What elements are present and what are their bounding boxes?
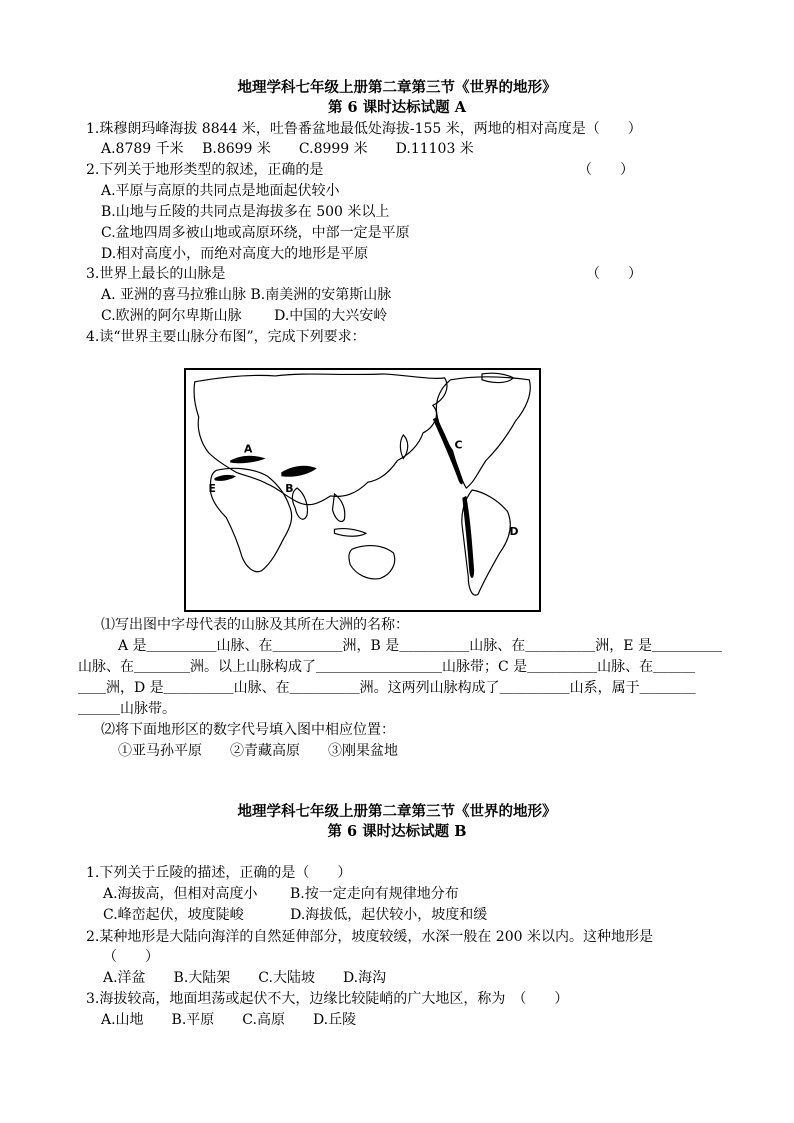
a-q1-stem: 1.珠穆朗玛峰海拔 8844 米，吐鲁番盆地最低处海拔-155 米，两地的相对高度是（ ） [86, 121, 642, 137]
australia-outline [349, 546, 395, 579]
a-q2-option-c: C.盆地四周多被山地或高原环绕，中部一定是平原 [101, 225, 410, 241]
section-b-title: 地理学科七年级上册第二章第三节《世界的地形》 [237, 803, 557, 820]
a-q2-stem: 2.下列关于地形类型的叙述，正确的是 [86, 162, 324, 178]
b-q1-options-cd: C.峰峦起伏，坡度陡峻 D.海拔低，起伏较小，坡度和缓 [103, 907, 488, 923]
b-q3-stem: 3.海拔较高，地面坦荡或起伏不大，边缘比较陡峭的广大地区，称为 （ ） [86, 991, 569, 1007]
a-q2-option-a: A.平原与高原的共同点是地面起伏较小 [101, 183, 340, 199]
a-q4-fill-line2: 山脉、在＿＿＿＿洲。以上山脉构成了＿＿＿＿＿＿＿＿＿山脉带；C 是＿＿＿＿＿山脉、在＿＿＿ [78, 659, 696, 675]
andes-belt [462, 496, 474, 578]
a-q4-stem: 4.读“世界主要山脉分布图”，完成下列要求： [86, 329, 366, 345]
alps-belt [230, 456, 265, 463]
a-q4-sub1: ⑴写出图中字母代表的山脉及其所在大洲的名称： [101, 617, 409, 633]
map-label-d: D [509, 525, 519, 539]
map-label-c: C [454, 438, 463, 452]
a-q4-fill-line4: ＿＿＿山脉带。 [78, 701, 176, 717]
b-q3-options: A.山地 B.平原 C.高原 D.丘陵 [101, 1012, 357, 1028]
map-label-e: E [208, 481, 216, 495]
a-q1-options: A.8789 千米 B.8699 米 C.8999 米 D.11103 米 [101, 141, 474, 157]
north-america-outline [436, 377, 530, 488]
map-label-a: A [243, 442, 253, 456]
se-asia-outline [333, 494, 345, 522]
a-q4-fill-line3: ＿＿洲，D 是＿＿＿＿＿山脉、在＿＿＿＿＿洲。这两列山脉构成了＿＿＿＿＿山系，属于＿＿＿＿ [78, 680, 696, 696]
a-q2-option-b: B.山地与丘陵的共同点是海拔多在 500 米以上 [101, 204, 390, 220]
b-q2-stem: 2.某种地形是大陆向海洋的自然延伸部分，坡度较缓，水深一般在 200 米以内。这种地形是 [86, 929, 653, 945]
a-q3-options-ab: A. 亚洲的喜马拉雅山脉 B.南美洲的安第斯山脉 [101, 287, 392, 303]
b-q2-options: A.洋盆 B.大陆架 C.大陆坡 D.海沟 [103, 970, 387, 986]
a-q2-option-d: D.相对高度小，而绝对高度大的地形是平原 [101, 246, 369, 262]
section-a-title: 地理学科七年级上册第二章第三节《世界的地形》 [237, 79, 557, 96]
b-q1-options-ab: A.海拔高，但相对高度小 B.按一定走向有规律地分布 [103, 886, 459, 902]
a-q3-stem: 3.世界上最长的山脉是 [86, 266, 226, 282]
a-q3-answer-paren: （ ） [586, 266, 642, 282]
section-a-subtitle: 第 6 课时达标试题 A [328, 99, 466, 116]
map-label-b: B [285, 481, 294, 495]
himalaya-belt [281, 466, 316, 477]
a-q3-options-cd: C.欧洲的阿尔卑斯山脉 D.中国的大兴安岭 [101, 308, 388, 324]
eurasia-outline [194, 374, 447, 505]
a-q4-fill-line1: A 是＿＿＿＿＿山脉、在＿＿＿＿＿洲，B 是＿＿＿＿＿山脉、在＿＿＿＿＿洲，E 是＿＿＿＿＿ [118, 638, 722, 654]
atlas-belt [214, 475, 236, 481]
indonesia-outline [334, 529, 365, 537]
africa-outline [210, 468, 294, 571]
a-q4-places: ①亚马孙平原 ②青藏高原 ③刚果盆地 [118, 743, 398, 759]
world-map-svg [186, 370, 539, 610]
world-mountains-map [184, 368, 541, 612]
a-q2-answer-paren: （ ） [578, 162, 634, 178]
section-b-subtitle: 第 6 课时达标试题 B [327, 823, 467, 840]
a-q4-sub2: ⑵将下面地形区的数字代号填入图中相应位置： [101, 722, 395, 738]
b-q2-answer-paren: （ ） [103, 949, 159, 965]
b-q1-stem: 1.下列关于丘陵的描述，正确的是（ ） [86, 865, 352, 881]
